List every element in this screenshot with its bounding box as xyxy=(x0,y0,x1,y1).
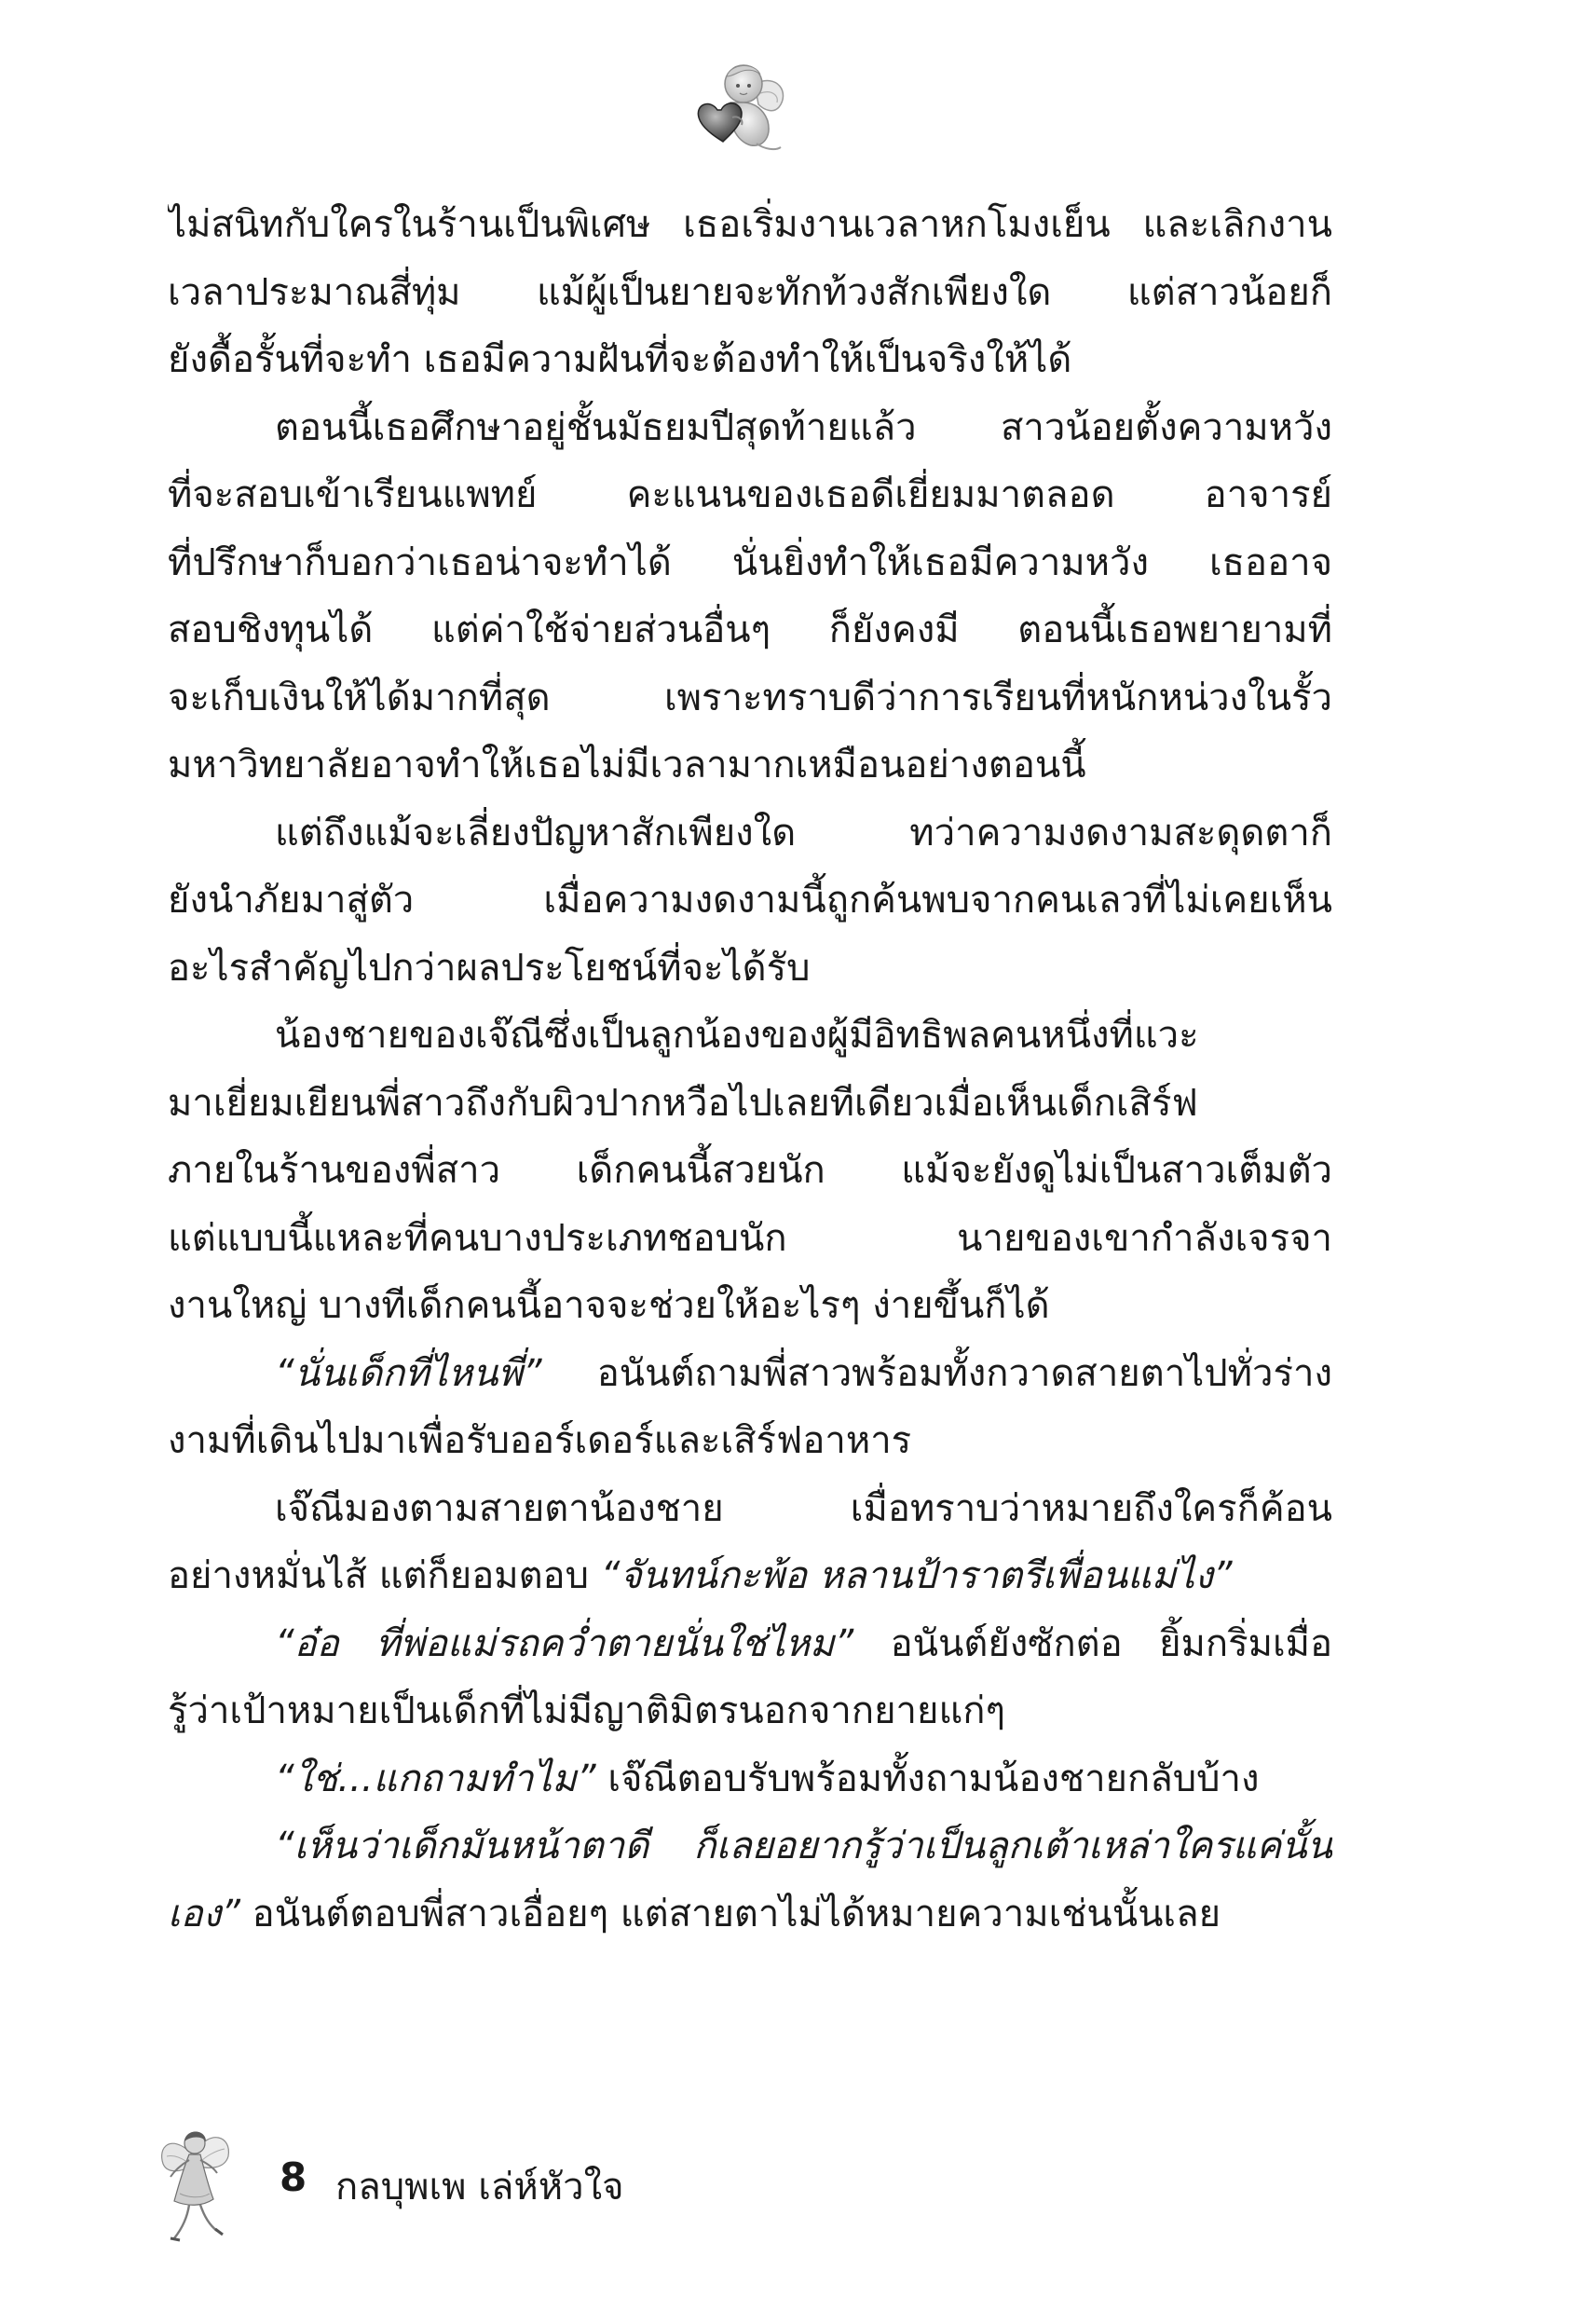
text-line: ที่จะสอบเข้าเรียนแพทย์ คะแนนของเธอดีเยี่ยมมาตลอด อาจารย์ xyxy=(168,473,1332,516)
text-run: อนันต์ถามพี่สาวพร้อมทั้งกวาดสายตาไปทั่วร่าง xyxy=(541,1351,1332,1395)
text-line: มาเยี่ยมเยียนพี่สาวถึงกับผิวปากหวือไปเลยทีเดียวเมื่อเห็นเด็กเสิร์ฟ xyxy=(168,1081,1198,1125)
dialogue-quote: “นั่นเด็กที่ไหนพี่” xyxy=(275,1351,542,1395)
dialogue-quote: “ใช่...แกถามทำไม” xyxy=(275,1757,596,1800)
text-line: ยังนำภัยมาสู่ตัว เมื่อความงดงามนี้ถูกค้นพบจากคนเลวที่ไม่เคยเห็น xyxy=(168,879,1332,922)
dialogue-quote: “อ๋อ ที่พ่อแม่รถคว่ำตายนั่นใช่ไหม” xyxy=(275,1621,854,1665)
cupid-with-heart-icon xyxy=(689,56,792,158)
text-line: เจ๊ณีมองตามสายตาน้องชาย เมื่อทราบว่าหมายถึงใครก็ค้อน xyxy=(275,1486,1332,1530)
fairy-icon xyxy=(154,2115,238,2246)
text-line: ตอนนี้เธอศึกษาอยู่ชั้นมัธยมปีสุดท้ายแล้ว สาวน้อยตั้งความหวัง xyxy=(275,405,1332,449)
text-line: ยังดื้อรั้นที่จะทำ เธอมีความฝันที่จะต้องทำให้เป็นจริงให้ได้ xyxy=(168,338,1072,381)
text-run: อย่างหมั่นไส้ แต่ก็ยอมตอบ xyxy=(168,1554,601,1597)
dialogue-quote: เอง” xyxy=(168,1892,240,1935)
page-number: 8 xyxy=(280,2154,307,2200)
text-line: อะไรสำคัญไปกว่าผลประโยชน์ที่จะได้รับ xyxy=(168,946,811,990)
text-line xyxy=(168,1542,1332,1610)
book-title: กลบุพเพ เล่ห์หัวใจ xyxy=(335,2166,624,2208)
text-line xyxy=(168,1610,1332,1678)
text-line: ที่ปรึกษาก็บอกว่าเธอน่าจะทำได้ นั่นยิ่งทำให้เธอมีความหวัง เธออาจ xyxy=(168,540,1332,584)
text-run: อนันต์ยังซักต่อ ยิ้มกริ่มเมื่อ xyxy=(853,1621,1332,1665)
text-line: แต่ถึงแม้จะเลี่ยงปัญหาสักเพียงใด ทว่าความงดงามสะดุดตาก็ xyxy=(275,811,1332,855)
dialogue-quote: “จันทน์กะพ้อ หลานป้าราตรีเพื่อนแม่ไง” xyxy=(600,1554,1233,1597)
text-line xyxy=(168,1340,1332,1408)
dialogue-quote: “เห็นว่าเด็กมันหน้าตาดี ก็เลยอยากรู้ว่าเป็นลูกเต้าเหล่าใครแค่นั้น xyxy=(275,1825,1332,1867)
text-run: อนันต์ตอบพี่สาวเอื่อยๆ แต่สายตาไม่ได้หมายความเช่นนั้นเลย xyxy=(239,1892,1221,1935)
text-run: เจ๊ณีตอบรับพร้อมทั้งถามน้องชายกลับบ้าง xyxy=(595,1757,1260,1800)
page-footer xyxy=(154,2115,713,2255)
text-line: มหาวิทยาลัยอาจทำให้เธอไม่มีเวลามากเหมือนอย่างตอนนี้ xyxy=(168,744,1086,786)
text-line: ไม่สนิทกับใครในร้านเป็นพิเศษ เธอเริ่มงานเวลาหกโมงเย็น และเลิกงาน xyxy=(168,203,1332,246)
text-line: จะเก็บเงินให้ได้มากที่สุด เพราะทราบดีว่าการเรียนที่หนักหน่วงในรั้ว xyxy=(168,676,1332,719)
text-line: งานใหญ่ บางทีเด็กคนนี้อาจจะช่วยให้อะไรๆ ง่ายขึ้นก็ได้ xyxy=(168,1284,1050,1327)
text-line: สอบชิงทุนได้ แต่ค่าใช้จ่ายส่วนอื่นๆ ก็ยังคงมี ตอนนี้เธอพยายามที่ xyxy=(168,609,1332,651)
text-line: น้องชายของเจ๊ณีซึ่งเป็นลูกน้องของผู้มีอิทธิพลคนหนึ่งที่แวะ xyxy=(275,1014,1199,1057)
text-line xyxy=(168,1745,1332,1813)
text-line xyxy=(168,1812,1332,1880)
text-line: ภายในร้านของพี่สาว เด็กคนนี้สวยนัก แม้จะยังดูไม่เป็นสาวเต็มตัว xyxy=(168,1149,1332,1192)
text-line: เวลาประมาณสี่ทุ่ม แม้ผู้เป็นยายจะทักท้วงสักเพียงใด แต่สาวน้อยก็ xyxy=(168,270,1332,314)
text-line xyxy=(168,1880,1332,1949)
text-line: งามที่เดินไปมาเพื่อรับออร์เดอร์และเสิร์ฟอาหาร xyxy=(168,1419,912,1462)
body-text xyxy=(168,191,1332,1948)
text-line: แต่แบบนี้แหละที่คนบางประเภทชอบนัก นายของเขากำลังเจรจา xyxy=(168,1216,1332,1260)
text-line: รู้ว่าเป้าหมายเป็นเด็กที่ไม่มีญาติมิตรนอกจากยายแก่ๆ xyxy=(168,1689,1005,1732)
